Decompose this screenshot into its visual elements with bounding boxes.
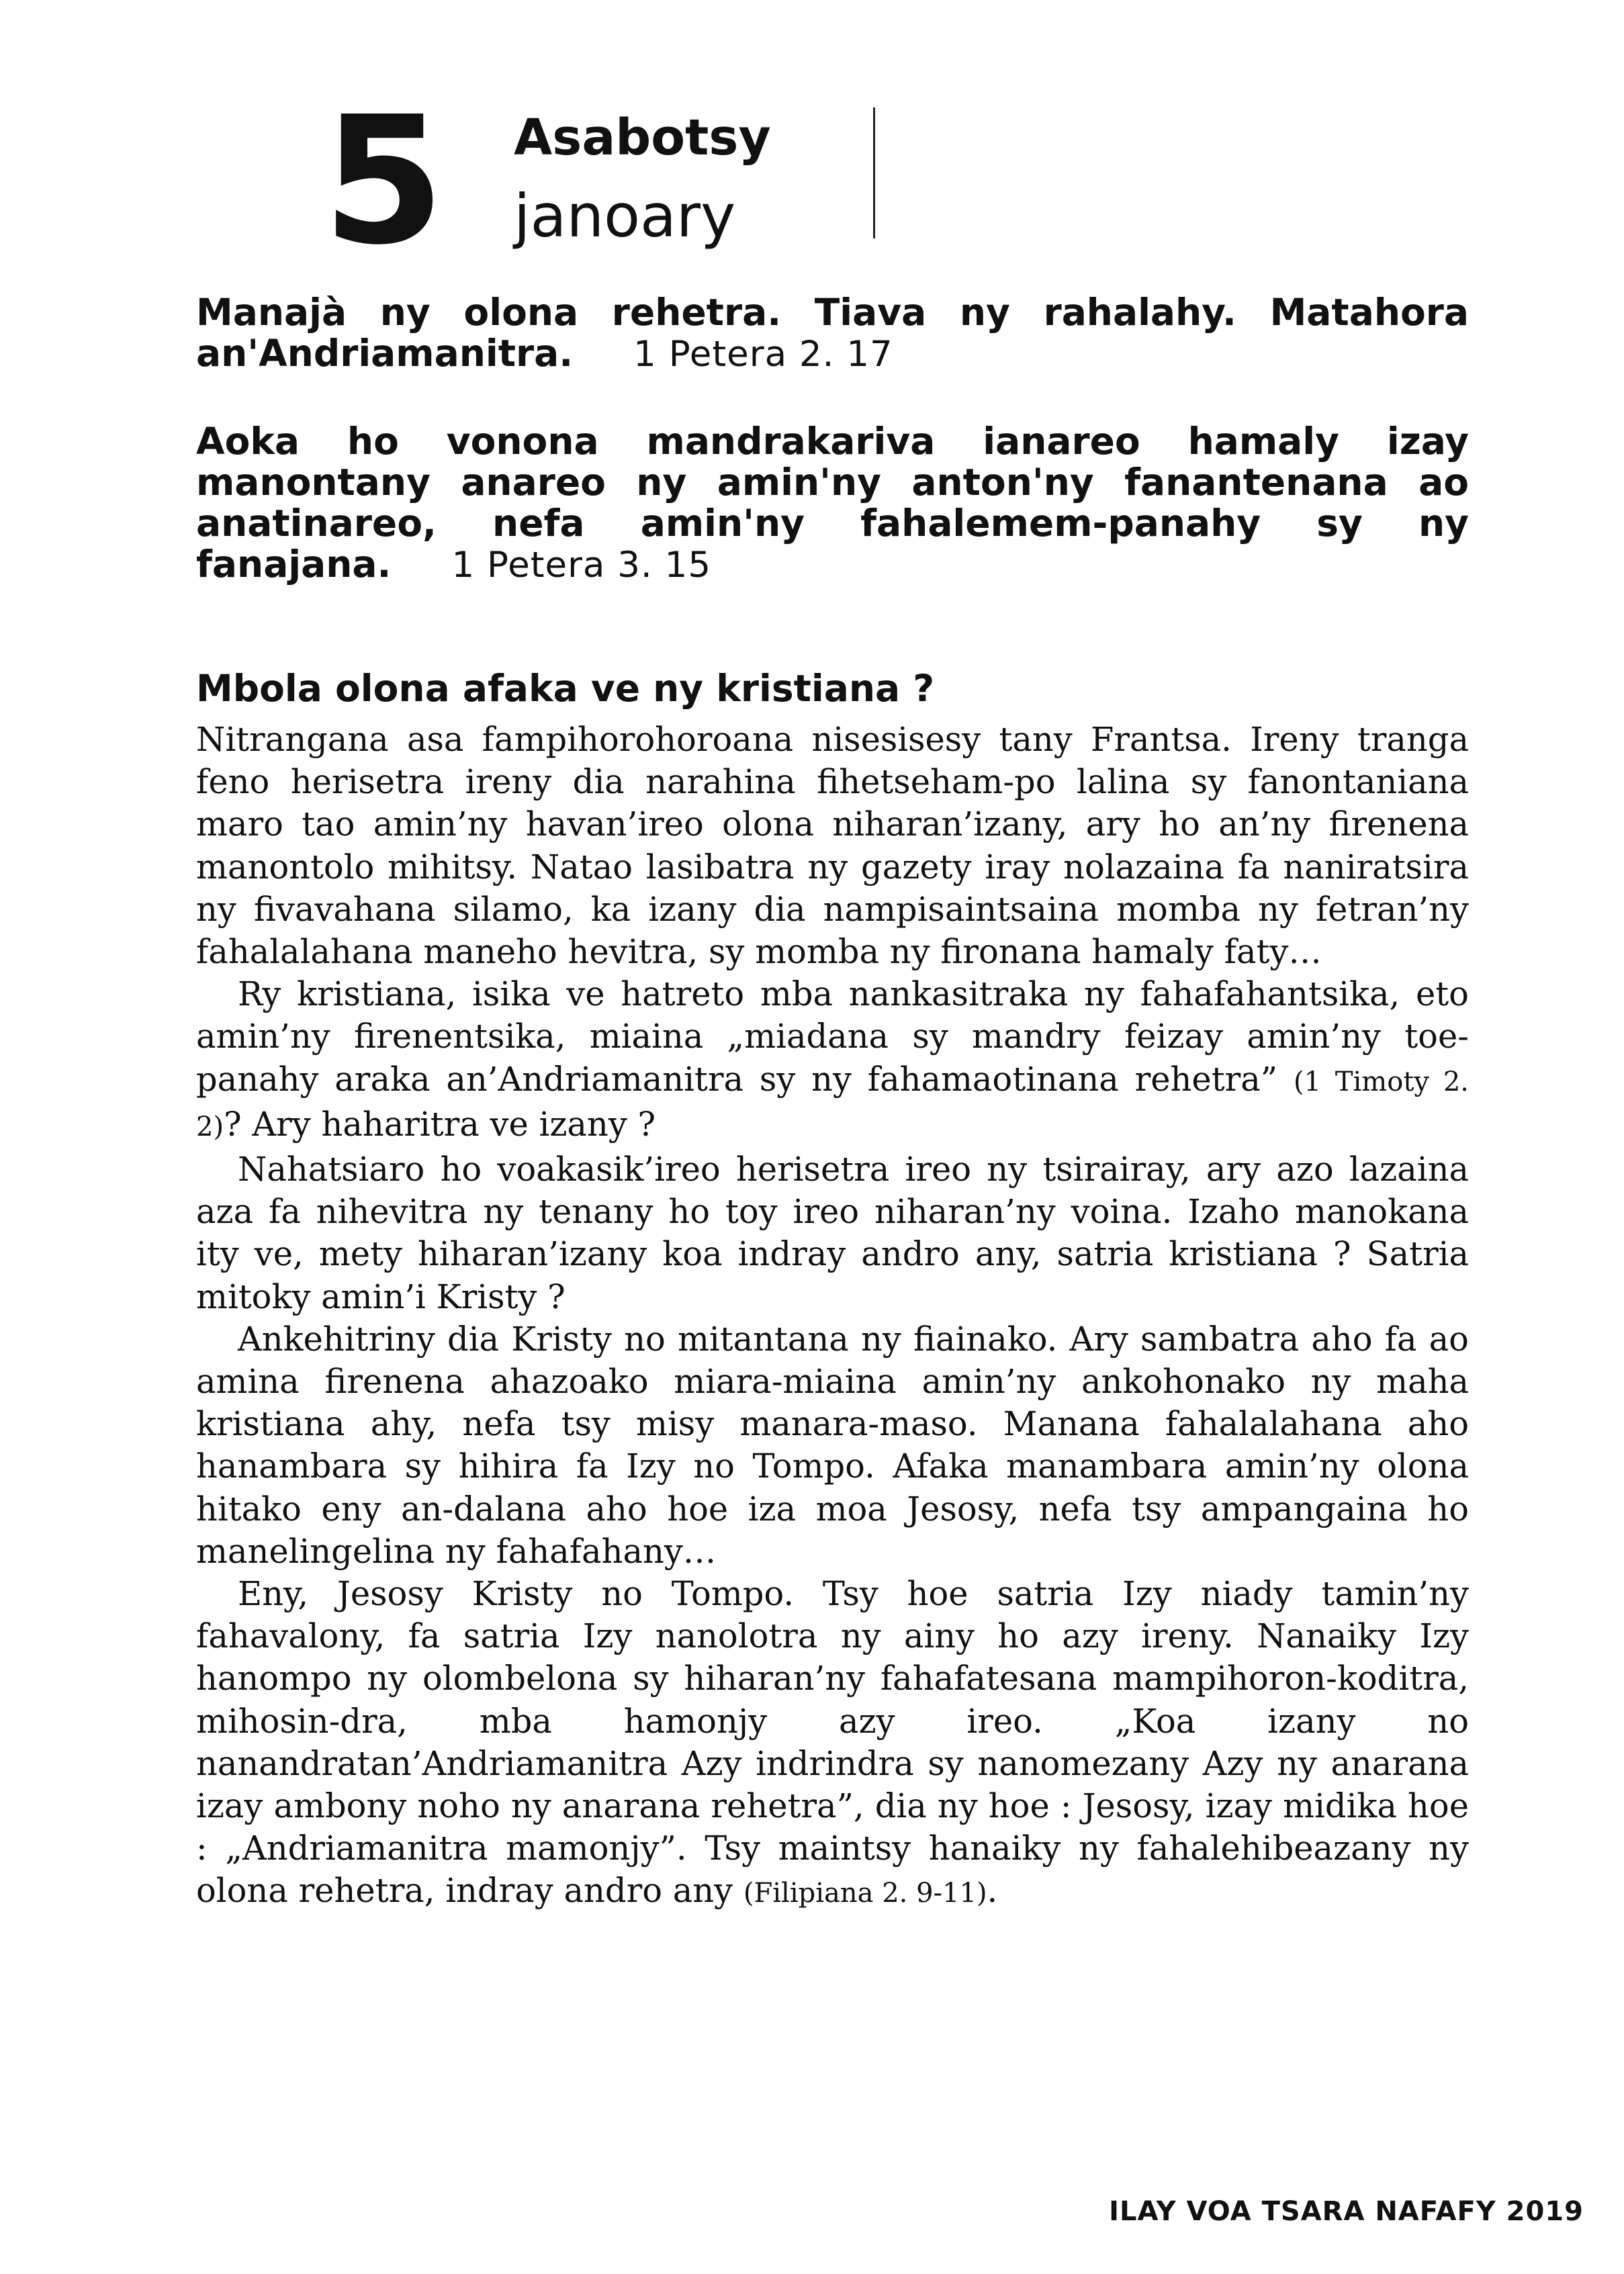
verse-2	[196, 421, 1469, 586]
paragraph-5-citation: (Filipiana 2. 9-11)	[743, 1878, 987, 1909]
weekday: Asabotsy	[514, 109, 771, 167]
day-number: 5	[322, 79, 443, 283]
paragraph-2-text: Ry kristiana, isika ve hatreto mba nankasitraka ny fahafahantsika, eto amin’ny firenentsika, miaina „miadana sy mandry feizay amin’ny toe-panahy araka an’Andriamanitra sy ny fahamaotinana rehetra”	[196, 974, 1469, 1099]
paragraph-1	[196, 719, 1469, 973]
verse-1	[196, 292, 1469, 375]
paragraph-5-text: Eny, Jesosy Kristy no Tompo. Tsy hoe satria Izy niady tamin’ny fahavalony, fa satria Izy nanolotra ny ainy ho azy ireny. Nanaiky Izy hanompo ny olombelona sy hiharan’ny fahafatesana mampihoron-koditra, mihosin-dra, mba hamonjy azy ireo. „Koa izany no nanandratan’Andriamanitra Azy indrindra sy nanomezany Azy ny anarana izay ambony noho ny anarana rehetra”, dia ny hoe : Jesosy, izay midika hoe : „Andriamanitra mamonjy”. Tsy maintsy hanaiky ny fahalehibeazany ny olona rehetra, indray andro any	[196, 1574, 1469, 1911]
devotional-body	[196, 719, 1469, 1915]
paragraph-2	[196, 973, 1469, 1148]
paragraph-3	[196, 1148, 1469, 1318]
verse-2-reference: 1 Petera 3. 15	[451, 545, 712, 586]
paragraph-4	[196, 1318, 1469, 1573]
paragraph-5	[196, 1573, 1469, 1915]
paragraph-2-text-after: ? Ary haharitra ve izany ?	[224, 1104, 656, 1144]
paragraph-4-text: Ankehitriny dia Kristy no mitantana ny fiainako. Ary sambatra aho fa ao amina firenena ahazoako miara-miaina amin’ny ankohonako ny maha kristiana ahy, nefa tsy misy manara-maso. Manana fahalalahana aho hanambara sy hihira fa Izy no Tompo. Afaka manambara amin’ny olona hitako eny an-dalana aho hoe iza moa Jesosy, nefa tsy ampangaina ho manelingelina ny fahafahany…	[196, 1319, 1469, 1571]
verse-1-text: Manajà ny olona rehetra. Tiava ny rahalahy. Matahora an'Andriamanitra.	[196, 291, 1469, 375]
publication-footer: ILAY VOA TSARA NAFAFY 2019	[1109, 2196, 1584, 2227]
devotional-title: Mbola olona afaka ve ny kristiana ?	[196, 667, 935, 710]
header-divider	[873, 107, 875, 238]
paragraph-2-citation: (1 Timoty 2. 2)	[196, 1066, 1469, 1142]
month: janoary	[514, 181, 736, 251]
paragraph-1-text: Nitrangana asa fampihorohoroana nisesisesy tany Frantsa. Ireny tranga feno herisetra ireny dia narahina fihetseham-po lalina sy fanontaniana maro tao amin’ny havan’ireo olona niharan’izany, ary ho an’ny firenena manontolo mihitsy. Natao lasibatra ny gazety iray nolazaina fa naniratsira ny fivavahana silamo, ka izany dia nampisaintsaina momba ny fetran’ny fahalalahana maneho hevitra, sy momba ny fironana hamaly faty…	[196, 720, 1469, 972]
paragraph-5-text-after: .	[987, 1871, 998, 1911]
paragraph-3-text: Nahatsiaro ho voakasik’ireo herisetra ireo ny tsirairay, ary azo lazaina aza fa nihevitra ny tenany ho toy ireo niharan’ny voina. Izaho manokana ity ve, mety hiharan’izany koa indray andro any, satria kristiana ? Satria mitoky amin’i Kristy ?	[196, 1150, 1469, 1316]
verse-2-text: Aoka ho vonona mandrakariva ianareo hamaly izay manontany anareo ny amin'ny anton'ny fanantenana ao anatinareo, nefa amin'ny fahalemem-panahy sy ny fanajana.	[196, 420, 1469, 586]
verse-1-reference: 1 Petera 2. 17	[633, 334, 893, 375]
